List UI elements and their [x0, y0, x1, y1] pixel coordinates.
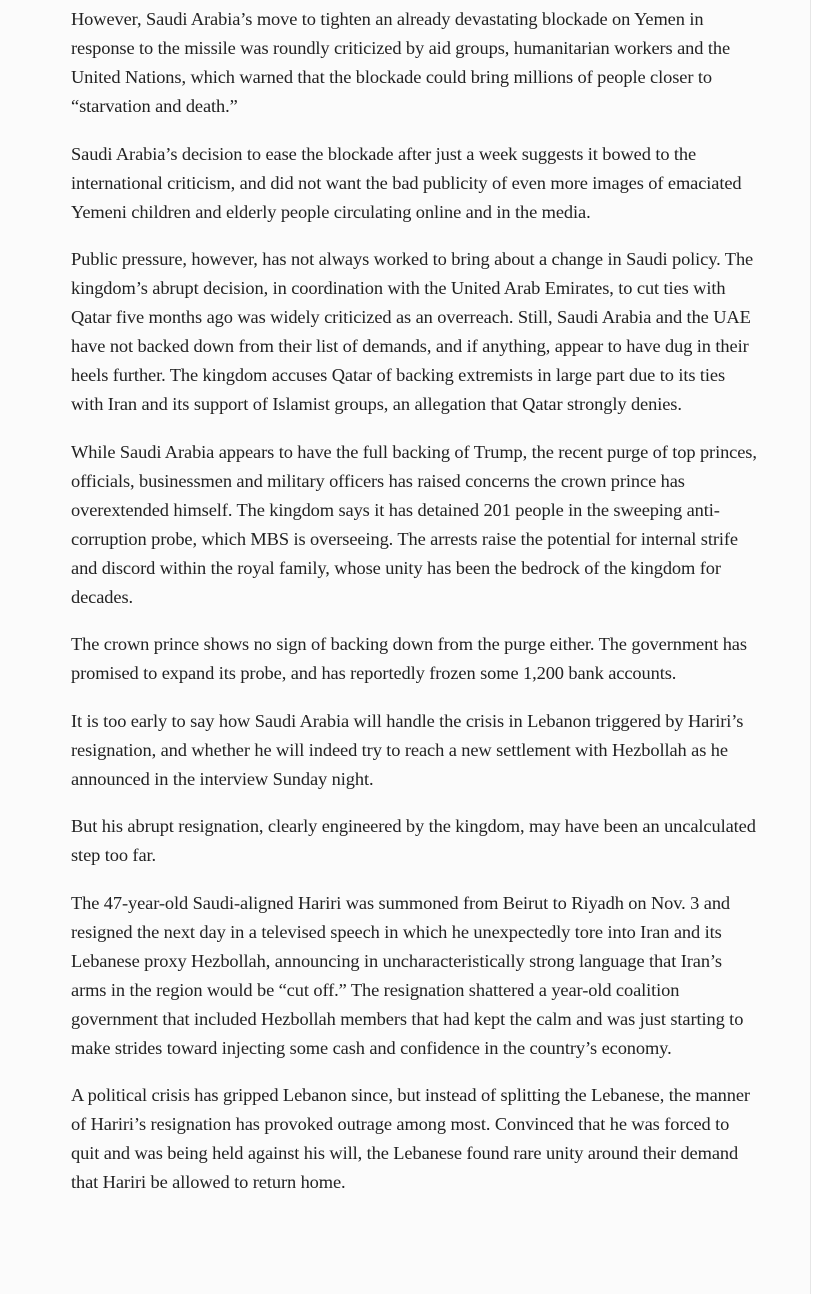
paragraph-abrupt-resignation: But his abrupt resignation, clearly engineered by the kingdom, may have been an uncalculated step too far.: [71, 816, 756, 865]
paragraph-hariri-summoned: The 47-year-old Saudi-aligned Hariri was summoned from Beirut to Riyadh on Nov. 3 and resigned the next day in a televised speech in which he unexpectedly tore into Iran and its Lebanese proxy Hezbollah, announcing in uncharacteristically strong language that Iran’s arms in the region would be “cut off.” The resignation shattered a year-old coalition government that included Hezbollah members that had kept the calm and was just starting to make strides toward injecting some cash and confidence in the country’s economy.: [71, 892, 744, 1058]
paragraph-public-pressure: Public pressure, however, has not always worked to bring about a change in Saudi policy. The kingdom’s abrupt decision, in coordination with the United Arab Emirates, to cut ties with Qatar five months ago was widely criticized as an overreach. Still, Saudi Arabia and the UAE have not backed down from their list of demands, and if anything, appear to have dug in their heels further. The kingdom accuses Qatar of backing extremists in large part due to its ties with Iran and its support of Islamist groups, an allegation that Qatar strongly denies.: [71, 249, 754, 414]
paragraph-yemen-blockade: However, Saudi Arabia’s move to tighten an already devastating blockade on Yemen in response to the missile was roundly criticized by aid groups, humanitarian workers and the United Nations, which warned that the blockade could bring millions of people closer to “starvation and death.”: [71, 9, 731, 116]
paragraph-crown-prince-purge: The crown prince shows no sign of backing down from the purge either. The government has promised to expand its probe, and has reportedly frozen some 1,200 bank accounts.: [71, 634, 747, 683]
paragraph-political-crisis: A political crisis has gripped Lebanon since, but instead of splitting the Lebanese, the manner of Hariri’s resignation has provoked outrage among most. Convinced that he was forced to quit and was being held against his will, the Lebanese found rare unity around their demand that Hariri be allowed to return home.: [71, 1085, 750, 1192]
paragraph-lebanon-crisis: It is too early to say how Saudi Arabia will handle the crisis in Lebanon triggered by Hariri’s resignation, and whether he will indeed try to reach a new settlement with Hezbollah as he announced in the interview Sunday night.: [71, 710, 744, 789]
paragraph-ease-blockade: Saudi Arabia’s decision to ease the blockade after just a week suggests it bowed to the international criticism, and did not want the bad publicity of even more images of emaciated Yemeni children and elderly people circulating online and in the media.: [71, 143, 742, 222]
paragraph-purge-concerns: While Saudi Arabia appears to have the full backing of Trump, the recent purge of top princes, officials, businessmen and military officers has raised concerns the crown prince has overextended himself. The kingdom says it has detained 201 people in the sweeping anti-corruption probe, which MBS is overseeing. The arrests raise the potential for internal strife and discord within the royal family, whose unity has been the bedrock of the kingdom for decades.: [71, 441, 757, 607]
